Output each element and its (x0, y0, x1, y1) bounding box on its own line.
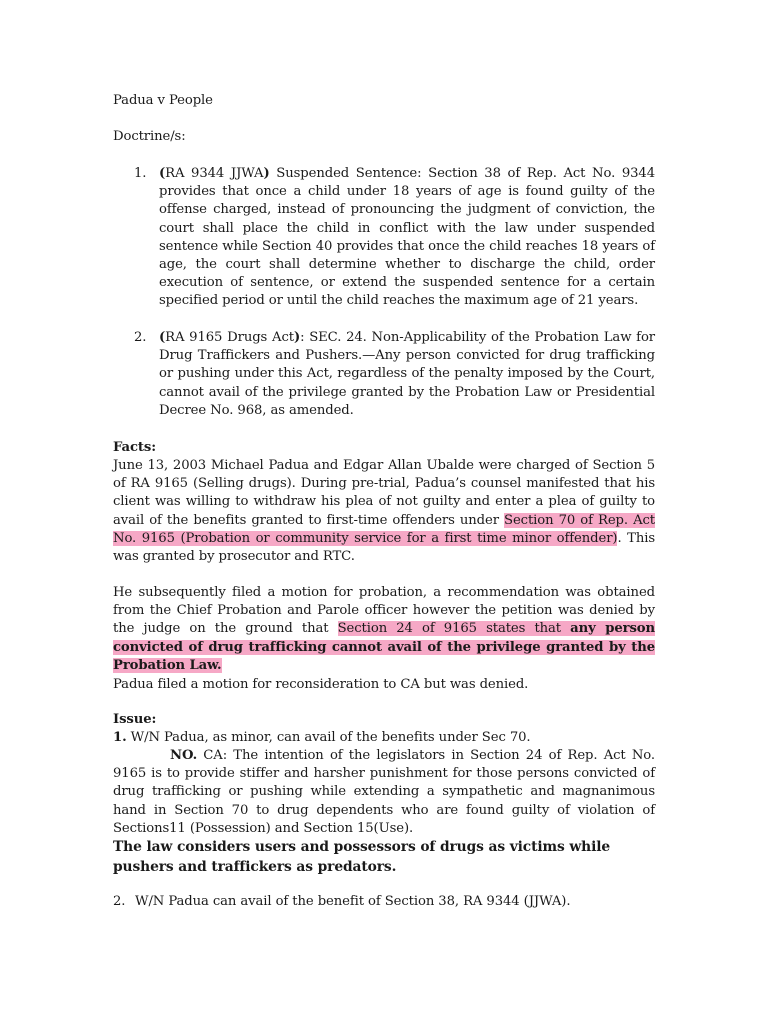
highlighted-text: Section 70 of Rep. Act No. 9165 (Probation or community service for a first time minor offender) (113, 512, 655, 546)
issue-question: 2. W/N Padua can avail of the benefit of Section 38, RA 9344 (JJWA). (113, 894, 571, 909)
document-title (113, 92, 655, 110)
doctrine-number: 2. (134, 330, 147, 345)
highlighted-text: Section 24 of 9165 states that (337, 621, 571, 637)
highlighted-bold-text: any person convicted of drug trafficking cannot avail of the privilege granted by the Probation Law. (113, 621, 655, 673)
doctrine-item (134, 329, 655, 420)
doctrine-text: (RA 9344 JJWA) Suspended Sentence: Section 38 of Rep. Act No. 9344 provides that once a child under 18 years of age is found guilty of the offense charged, instead of pronouncing the judgment of conviction, the court shall place the child in conflict with the law under suspended sentence while Section 40 provides that once the child reaches 18 years of age, the court shall determine whether to discharge the child, order execution of sentence, or extend the suspended sentence for a certain specified period or until the child reaches the maximum age of 21 years. (159, 166, 655, 309)
doctrine-heading (113, 128, 655, 146)
facts-paragraph: Padua filed a motion for reconsideration to CA but was denied. (113, 677, 529, 692)
facts-paragraph: He subsequently filed a motion for probation, a recommendation was obtained from the Chief Probation and Parole officer however the petition was denied by the judge on the ground that Section 24 of 9165 states that any person convicted of drug trafficking cannot avail of the privilege granted by the Probation Law. (113, 585, 655, 673)
doctrine-item (134, 165, 655, 311)
issue-bold-statement: The law considers users and possessors of drugs as victims while pushers and traffickers as predators. (113, 839, 611, 875)
facts-heading: Facts: (113, 440, 156, 455)
doctrine-heading-text: Doctrine/s: (113, 129, 186, 144)
title-text: Padua v People (113, 93, 213, 108)
issue-heading: Issue: (113, 712, 157, 727)
doctrine-text: (RA 9165 Drugs Act): SEC. 24. Non-Applicability of the Probation Law for Drug Traffickers and Pushers.—Any person convicted for drug trafficking or pushing under this Act, regardless of the penalty imposed by the Court, cannot avail of the privilege granted by the Probation Law or Presidential Decree No. 968, as amended. (159, 330, 655, 418)
facts-paragraph: June 13, 2003 Michael Padua and Edgar Allan Ubalde were charged of Section 5 of RA 9165 (Selling drugs). During pre-trial, Padua’s counsel manifested that his client was willing to withdraw his plea of not guilty and enter a plea of guilty to avail of the benefits granted to first-time offenders under Section 70 of Rep. Act No. 9165 (Probation or community service for a first time minor offender). This was granted by prosecutor and RTC. (113, 458, 656, 565)
issue-answer: NO. CA: The intention of the legislators in Section 24 of Rep. Act No. 9165 is to provide stiffer and harsher punishment for those persons convicted of drug trafficking or pushing while extending a sympathetic and magnanimous hand in Section 70 to drug dependents who are found guilty of violation of Sections11 (Possession) and Section 15(Use). (113, 748, 655, 836)
doctrine-number: 1. (134, 166, 147, 181)
issue-question: 1. W/N Padua, as minor, can avail of the benefits under Sec 70. (113, 730, 531, 745)
